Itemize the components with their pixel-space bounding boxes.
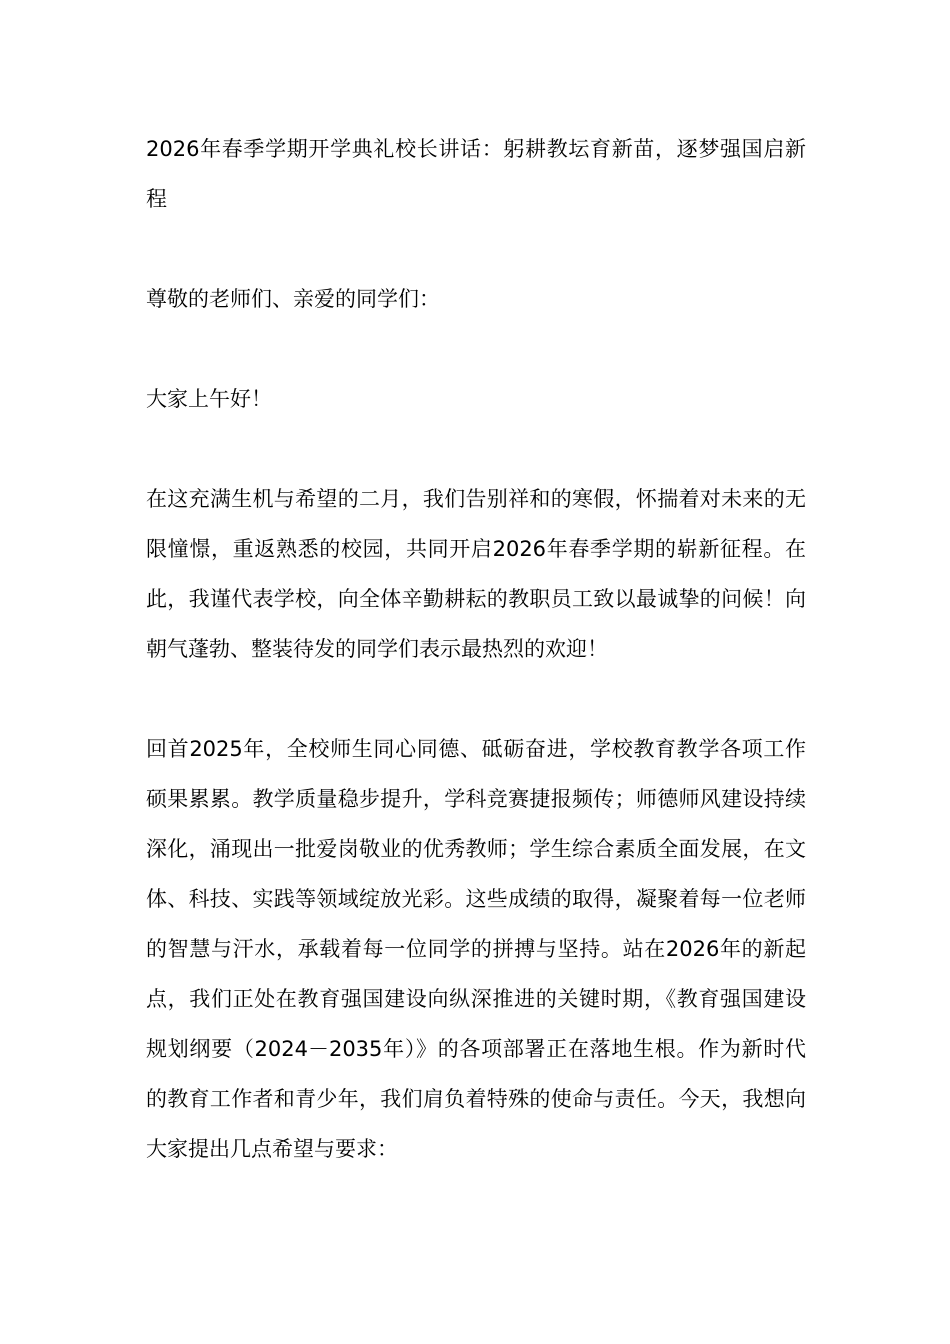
greeting: 大家上午好！	[146, 387, 272, 411]
paragraph-review: 回首2025年，全校师生同心同德、砥砺奋进，学校教育教学各项工作硕果累累。教学质量稳步提升，学科竞赛捷报频传；师德师风建设持续深化，涌现出一批爱岗敬业的优秀教师；学生综合素质全面发展，在文体、科技、实践等领域绽放光彩。这些成绩的取得，凝聚着每一位老师的智慧与汗水，承载着每一位同学的拼搏与坚持。站在2026年的新起点，我们正处在教育强国建设向纵深推进的关键时期，《教育强国建设规划纲要（2024－2035年）》的各项部署正在落地生根。作为新时代的教育工作者和青少年，我们肩负着特殊的使命与责任。今天，我想向大家提出几点希望与要求：	[146, 737, 806, 1161]
paragraph-opening: 在这充满生机与希望的二月，我们告别祥和的寒假，怀揣着对未来的无限憧憬，重返熟悉的校园，共同开启2026年春季学期的崭新征程。在此，我谨代表学校，向全体辛勤耕耘的教职员工致以最诚挚的问候！向朝气蓬勃、整装待发的同学们表示最热烈的欢迎！	[146, 487, 806, 661]
salutation: 尊敬的老师们、亲爱的同学们：	[146, 287, 440, 311]
document-title: 2026年春季学期开学典礼校长讲话：躬耕教坛育新苗，逐梦强国启新程	[146, 137, 806, 211]
document-page	[146, 124, 806, 1174]
